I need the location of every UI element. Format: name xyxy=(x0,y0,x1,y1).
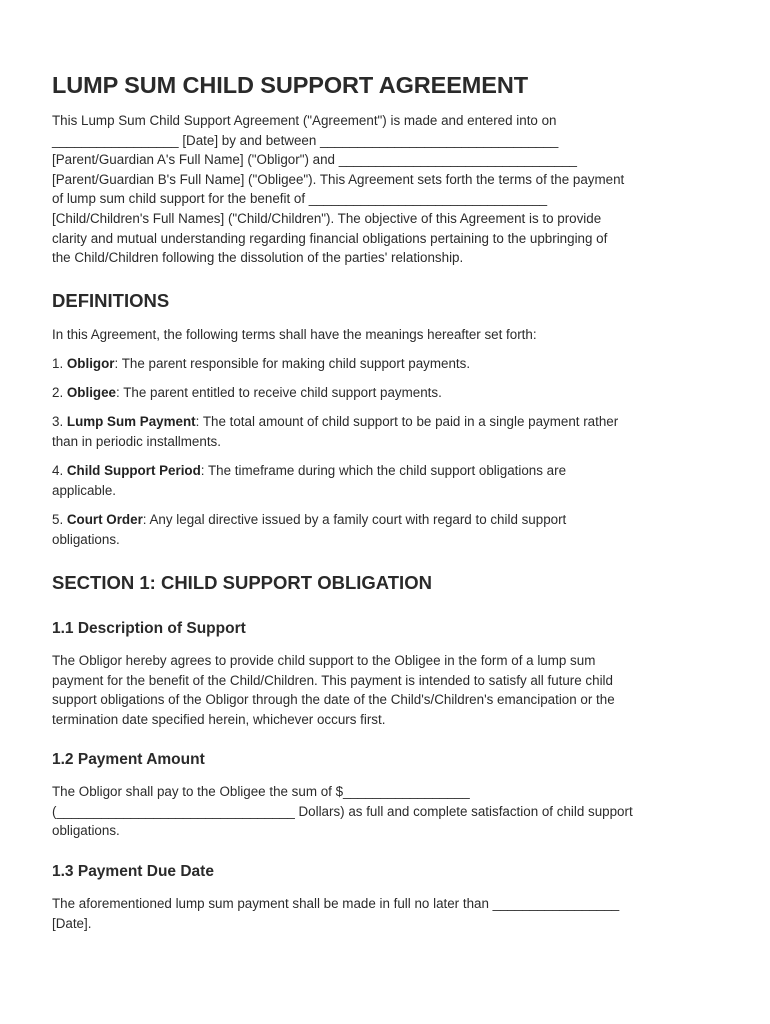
definition-term: Child Support Period xyxy=(66,463,201,478)
intro-paragraph xyxy=(52,111,720,268)
definition-item-court-order: 5. Court Order: Any legal directive issued by a family court with regard to child support obligations. xyxy=(52,512,567,547)
section-1-1-paragraph: The Obligor hereby agrees to provide child support to the Obligee in the form of a lump sum payment for the benefit of the Child/Children. This payment is intended to satisfy all future child support obligations of the Obligor through the date of the Child's/Children's emancipation or the termination date specified herein, whichever occurs first. xyxy=(52,653,615,727)
definition-term: Obligor xyxy=(66,356,115,371)
section-1-1-heading: 1.1 Description of Support xyxy=(52,620,246,637)
section-1-heading: SECTION 1: CHILD SUPPORT OBLIGATION xyxy=(52,572,432,593)
definition-item-obligor: 1. Obligor: The parent responsible for making child support payments. xyxy=(52,356,471,371)
definition-term: Court Order xyxy=(66,512,143,527)
definition-term: Lump Sum Payment xyxy=(66,414,196,429)
intro-line: [Parent/Guardian A's Full Name] ("Obligor") and ________________________________ xyxy=(52,152,578,168)
intro-line: the Child/Children following the dissolution of the parties' relationship. xyxy=(52,250,464,266)
definition-item-obligee: 2. Obligee: The parent entitled to receive child support payments. xyxy=(52,385,442,400)
definition-item-lump-sum-payment: 3. Lump Sum Payment: The total amount of child support to be paid in a single payment rather than in periodic installments. xyxy=(52,414,619,449)
intro-line: [Parent/Guardian B's Full Name] ("Obligee"). This Agreement sets forth the terms of the payment xyxy=(52,171,625,187)
document-title: LUMP SUM CHILD SUPPORT AGREEMENT xyxy=(52,72,528,98)
definition-term: Obligee xyxy=(66,385,117,400)
intro-line: [Child/Children's Full Names] ("Child/Children"). The objective of this Agreement is to provide xyxy=(52,210,602,226)
section-1-3-paragraph: The aforementioned lump sum payment shall be made in full no later than _________________ [Date]. xyxy=(52,896,620,931)
intro-line: This Lump Sum Child Support Agreement ("Agreement") is made and entered into on xyxy=(52,113,557,128)
section-1-2-heading: 1.2 Payment Amount xyxy=(52,751,205,768)
intro-line: _________________ [Date] by and between ________________________________ xyxy=(52,132,559,148)
definition-item-child-support-period: 4. Child Support Period: The timeframe during which the child support obligations are applicable. xyxy=(52,463,567,498)
section-1-2-paragraph: The Obligor shall pay to the Obligee the sum of $_________________ (________________________________ Dollars) as full and complete satisfaction of child support obligations. xyxy=(52,784,633,839)
section-1-3-heading: 1.3 Payment Due Date xyxy=(52,863,214,880)
definitions-lead: In this Agreement, the following terms shall have the meanings hereafter set forth: xyxy=(52,327,537,342)
definitions-heading: DEFINITIONS xyxy=(52,290,170,311)
intro-line: of lump sum child support for the benefit of ________________________________ xyxy=(52,191,548,207)
intro-line: clarity and mutual understanding regarding financial obligations pertaining to the upbringing of xyxy=(52,230,608,246)
